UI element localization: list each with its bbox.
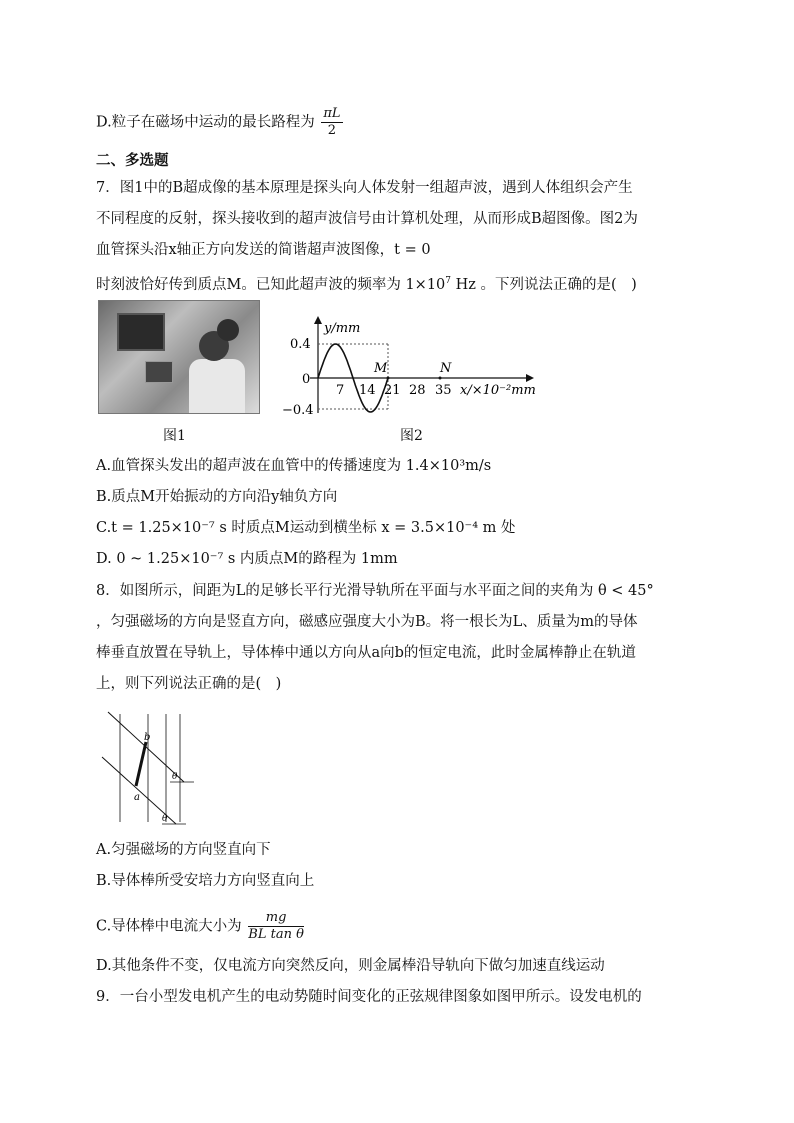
- rails-figure: [96, 702, 216, 832]
- y-tick-zero: 0: [302, 372, 311, 387]
- q7-line-4-b: Hz 。下列说法正确的是( ): [451, 276, 637, 293]
- q8-line-2: ，匀强磁场的方向是竖直方向，磁感应强度大小为B。将一根长为L、质量为m的导体: [96, 614, 638, 630]
- q7-line-3: 血管探头沿x轴正方向发送的简谐超声波图像，t = 0: [96, 242, 431, 258]
- q8-option-c: [96, 910, 306, 943]
- doctor-figure: [189, 359, 245, 413]
- x-axis-arrow: [526, 374, 534, 382]
- q7-option-d: D. 0 ~ 1.25×10⁻⁷ s 内质点M的路程为 1mm: [96, 551, 398, 567]
- fraction-denominator: 2: [327, 123, 337, 138]
- device-screen-icon: [145, 361, 173, 383]
- point-m-label: M: [374, 361, 388, 376]
- option-d-prev: [96, 106, 345, 139]
- label-a: a: [134, 792, 140, 803]
- q8-option-c-text: C.导体棒中电流大小为: [96, 918, 242, 935]
- x-tick-7: 7: [336, 383, 345, 398]
- option-d-text: D.粒子在磁场中运动的最长路程为: [96, 114, 315, 131]
- q7-line-4-sup: 7: [445, 276, 452, 286]
- q7-line-4: [96, 271, 637, 295]
- fraction-numerator: πL: [323, 106, 341, 121]
- q7-option-c: C.t = 1.25×10⁻⁷ s 时质点M运动到横坐标 x = 3.5×10⁻⁴ m 处: [96, 520, 516, 536]
- y-axis-label: y/mm: [324, 321, 361, 336]
- q8-line-1: 8．如图所示，间距为L的足够长平行光滑导轨所在平面与水平面之间的夹角为 θ < 45°: [96, 583, 654, 599]
- point-m: [387, 377, 390, 380]
- point-n: [439, 377, 442, 380]
- label-b: b: [144, 732, 151, 743]
- label-theta-2: θ: [162, 814, 168, 824]
- q8-option-d: D.其他条件不变，仅电流方向突然反向，则金属棒沿导轨向下做匀加速直线运动: [96, 958, 605, 974]
- fraction: [321, 106, 342, 139]
- q8-line-3: 棒垂直放置在导轨上，导体棒中通以方向从a向b的恒定电流，此时金属棒静止在轨道: [96, 645, 636, 661]
- y-tick-bottom: −0.4: [282, 403, 314, 418]
- x-tick-14: 14: [359, 383, 376, 398]
- ultrasound-photo: [98, 300, 260, 414]
- q7-line-1: 7．图1中的B超成像的基本原理是探头向人体发射一组超声波，遇到人体组织会产生: [96, 180, 633, 196]
- fraction-current-denominator: BL tan θ: [248, 927, 304, 942]
- fig1-caption: 图1: [163, 428, 186, 444]
- fraction-current: [248, 910, 304, 943]
- q7-line-2: 不同程度的反射，探头接收到的超声波信号由计算机处理，从而形成B超图像。图2为: [96, 211, 638, 227]
- wave-chart: [270, 308, 540, 418]
- fig2-caption: 图2: [400, 428, 423, 444]
- q8-option-a: A.匀强磁场的方向竖直向下: [96, 842, 271, 858]
- point-n-label: N: [440, 361, 452, 376]
- assistant-head: [217, 319, 239, 341]
- q7-line-4-a: 时刻波恰好传到质点M。已知此超声波的频率为 1×10: [96, 276, 446, 293]
- x-axis-label: x/×10⁻²mm: [460, 383, 536, 398]
- section-title: 二、多选题: [96, 153, 169, 169]
- q8-line-4: 上，则下列说法正确的是( ): [96, 676, 282, 692]
- conductor-rod: [136, 742, 146, 786]
- q9-line-1: 9．一台小型发电机产生的电动势随时间变化的正弦规律图象如图甲所示。设发电机的: [96, 989, 642, 1005]
- q7-option-a: A.血管探头发出的超声波在血管中的传播速度为 1.4×10³m/s: [96, 458, 492, 474]
- fraction-current-numerator: mg: [248, 910, 304, 927]
- y-tick-top: 0.4: [290, 337, 311, 352]
- y-axis-arrow: [314, 316, 322, 324]
- x-tick-35: 35: [435, 383, 452, 398]
- x-tick-28: 28: [409, 383, 426, 398]
- x-tick-21: 21: [384, 383, 401, 398]
- label-theta-1: θ: [172, 772, 178, 782]
- q7-option-b: B.质点M开始振动的方向沿y轴负方向: [96, 489, 338, 505]
- monitor-icon: [117, 313, 165, 351]
- q8-option-b: B.导体棒所受安培力方向竖直向上: [96, 873, 315, 889]
